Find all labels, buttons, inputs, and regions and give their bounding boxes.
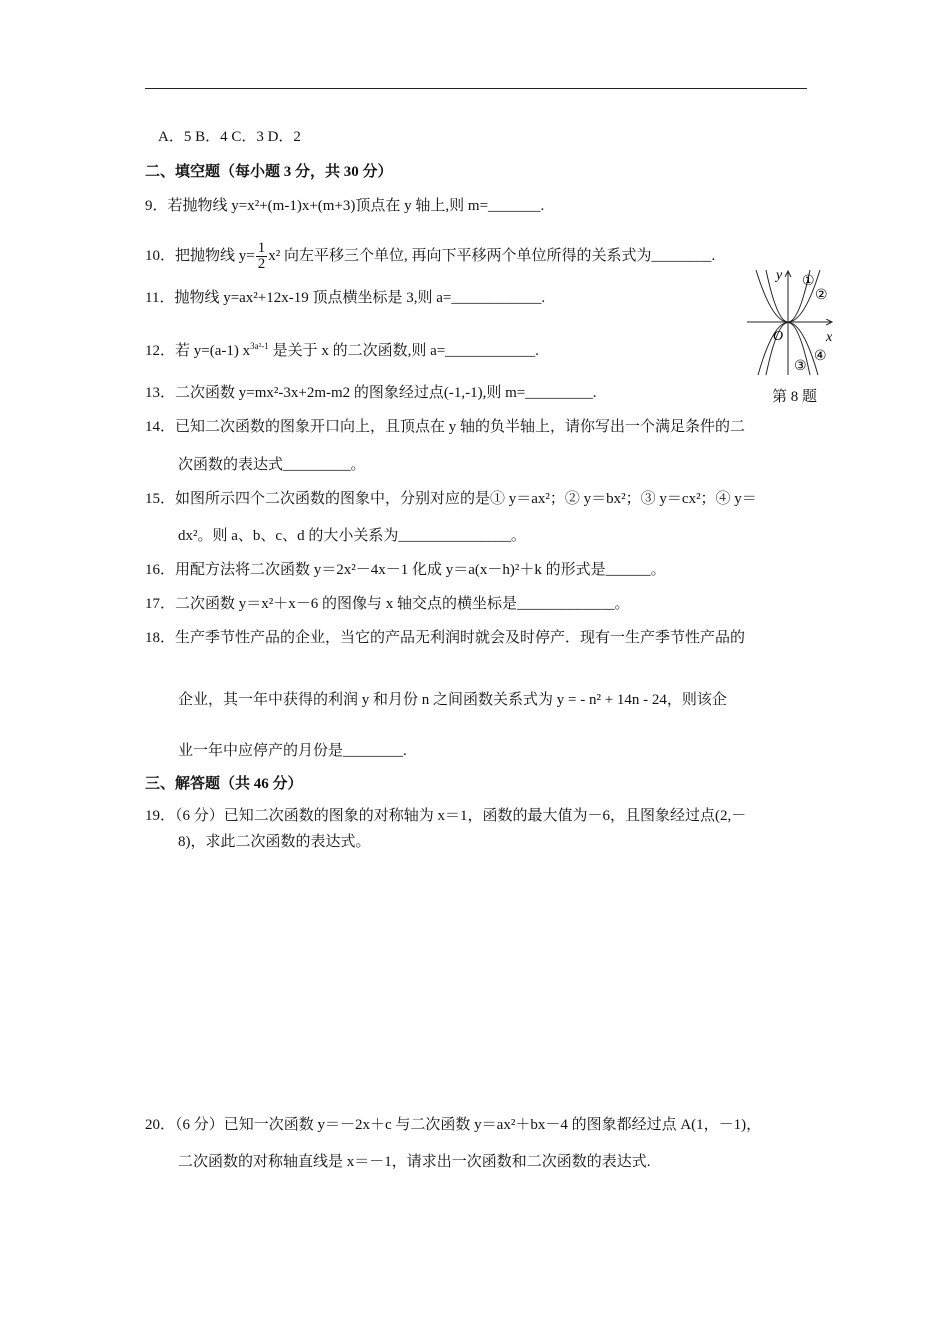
parabola-label-2: ②: [815, 287, 828, 303]
figure-caption: 第 8 题: [772, 389, 818, 405]
q10-suffix: x² 向左平移三个单位, 再向下平移两个单位所得的关系式为________.: [268, 247, 716, 264]
q12-suffix: 是关于 x 的二次函数,则 a=____________.: [268, 343, 539, 359]
question-15-line2: dx²。则 a、b、c、d 的大小关系为_______________。: [178, 528, 526, 544]
question-19-line2: 8)，求此二次函数的表达式。: [178, 834, 371, 850]
parabola-label-1: ①: [802, 273, 815, 289]
question-10: [145, 241, 715, 272]
question-14-line1: 14．已知二次函数的图象开口向上，且顶点在 y 轴的负半轴上，请你写出一个满足条件的二: [145, 419, 746, 435]
q10-fraction-numerator: 1: [257, 240, 266, 256]
q10-fraction: [256, 241, 268, 272]
q8-options: A．5 B．4 C．3 D．2: [158, 129, 301, 145]
question-13: 13．二次函数 y=mx²-3x+2m-m2 的图象经过点(-1,-1),则 m=_________.: [145, 385, 597, 401]
question-18-line3: 业一年中应停产的月份是________.: [178, 743, 407, 759]
question-16: 16．用配方法将二次函数 y＝2x²－4x－1 化成 y＝a(x－h)²＋k 的形式是______。: [145, 562, 666, 578]
origin-label: O: [773, 329, 784, 344]
question-20-line2: 二次函数的对称轴直线是 x＝－1，请求出一次函数和二次函数的表达式.: [178, 1154, 651, 1170]
q12-exponent: 3a²-1: [250, 341, 269, 351]
header-rule: [145, 88, 807, 89]
question-18-line2: 企业，其一年中获得的利润 y 和月份 n 之间函数关系式为 y = - n² + 14n - 24，则该企: [178, 692, 727, 708]
section2-heading: 二、填空题（每小题 3 分，共 30 分）: [145, 164, 393, 180]
section3-heading: 三、解答题（共 46 分）: [145, 776, 303, 792]
question-20-line1: 20．（6 分）已知一次函数 y＝－2x＋c 与二次函数 y＝ax²＋bx－4 的图象都经过点 A(1，－1)，: [145, 1117, 762, 1133]
question-9: 9．若抛物线 y=x²+(m-1)x+(m+3)顶点在 y 轴上,则 m=_______.: [145, 198, 545, 214]
question-18-line1: 18．生产季节性产品的企业，当它的产品无利润时就会及时停产．现有一生产季节性产品的: [145, 630, 746, 646]
question-14-line2: 次函数的表达式_________。: [178, 457, 366, 473]
axis-x-label: x: [826, 330, 833, 345]
question-19-line1: 19．（6 分）已知二次函数的图象的对称轴为 x＝1，函数的最大值为－6，且图象经过点(2,－: [145, 808, 747, 824]
q12-prefix: 12．若 y=(a-1) x: [145, 343, 251, 359]
axis-y-label: y: [776, 268, 783, 283]
q10-fraction-denominator: 2: [257, 256, 266, 272]
parabola-label-3: ③: [794, 358, 807, 374]
question-17: 17．二次函数 y＝x²＋x－6 的图像与 x 轴交点的横坐标是_____________。: [145, 596, 630, 612]
question-12: [145, 336, 539, 361]
q10-prefix: 10．把抛物线 y=: [145, 247, 255, 264]
question-11: 11．抛物线 y=ax²+12x-19 顶点横坐标是 3,则 a=____________.: [145, 290, 546, 306]
parabola-label-4: ④: [814, 348, 827, 364]
parabola-figure: [742, 265, 842, 380]
question-15-line1: 15．如图所示四个二次函数的图象中，分别对应的是① y＝ax²；② y＝bx²；③ y＝cx²；④ y＝: [145, 491, 757, 507]
